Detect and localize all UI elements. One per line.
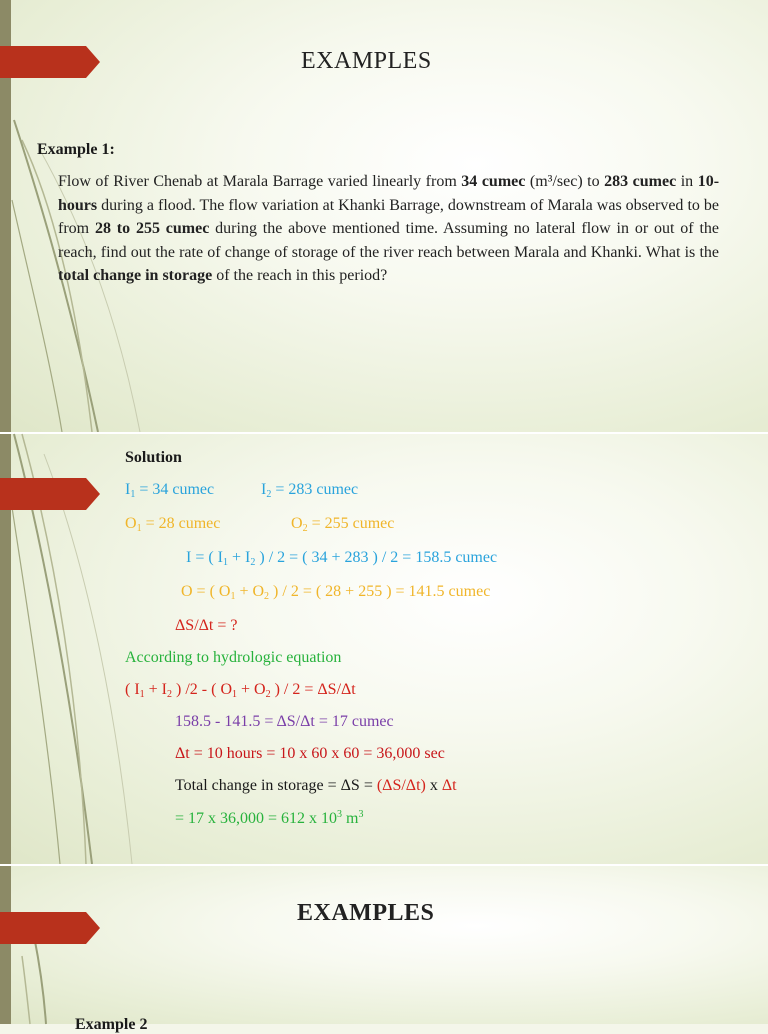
solution-heading: Solution — [125, 449, 182, 466]
storage-rate-question: ΔS/Δt = ? — [175, 617, 238, 634]
slide-title: EXAMPLES — [297, 900, 435, 926]
inflow-2: $I_2 = 283$ cumec — [261, 481, 359, 500]
paragraph-run: during the above mentioned time. Assuming no lateral flow in or out of the reach, find out the rate of change of storage of the river reach between Marala and Khanki. What is the — [58, 220, 720, 261]
example-label: Example 1: — [37, 141, 115, 158]
paragraph-run: of the reach in this period? — [212, 267, 388, 284]
slide-3 — [0, 866, 768, 1033]
example-paragraph — [58, 170, 719, 288]
average-inflow-equation: I = ( $I_1 + I_2$ ) / 2 = ( 34 + 283 ) / 2 = 158.5 cumec — [186, 549, 498, 568]
storage-rate-result: 158.5 - 141.5 = ΔS/Δt = 17 cumec — [175, 713, 394, 730]
example-label: Example 2 — [75, 1016, 148, 1033]
slide-1 — [0, 0, 768, 432]
outflow-2: $O_2 = 255$ cumec — [291, 515, 395, 534]
slide-title: EXAMPLES — [301, 48, 432, 74]
decorative-curves — [0, 866, 160, 1024]
inflow-1: $I_1 = 34$ cumec — [125, 481, 215, 500]
section-tab-marker — [0, 478, 100, 510]
average-outflow-equation: O = ( $O_1 + O_2$ ) / 2 = ( 28 + 255 ) = 141.5 cumec — [181, 583, 491, 602]
time-interval: Δt = 10 hours = 10 x 60 x 60 = 36,000 sec — [175, 745, 445, 762]
title-tab-marker — [0, 46, 100, 78]
paragraph-run: in — [676, 173, 698, 190]
paragraph-run: (m³/sec) to — [525, 173, 605, 190]
title-tab-marker — [0, 912, 100, 944]
paragraph-bold-run: 283 cumec — [604, 173, 677, 190]
left-accent-bar — [0, 866, 11, 1024]
total-storage-result: = 17 x 36,000 = 612 x $10^3$ $m^3$ — [175, 809, 364, 827]
paragraph-bold-run: total change in storage — [58, 267, 213, 284]
hydrologic-equation-label: According to hydrologic equation — [125, 649, 342, 666]
paragraph-bold-run: 10-hours — [58, 173, 720, 214]
paragraph-bold-run: 34 cumec — [461, 173, 526, 190]
paragraph-run: during a flood. The flow variation at Khanki Barrage, downstream of Marala was observed to be from — [58, 196, 719, 237]
paragraph-run: Flow of River Chenab at Marala Barrage varied linearly from — [58, 173, 462, 190]
paragraph-bold-run: 28 to 255 cumec — [94, 220, 210, 237]
slide-2 — [0, 434, 768, 864]
outflow-1: $O_1 = 28$ cumec — [125, 515, 221, 534]
hydrologic-equation: ( $I_1 + I_2$ ) /2 - ( $O_1 + O_2$ ) / 2 = ΔS/Δt — [125, 681, 356, 700]
total-storage-formula: Total change in storage = ΔS = (ΔS/Δt) x Δt — [175, 777, 457, 794]
